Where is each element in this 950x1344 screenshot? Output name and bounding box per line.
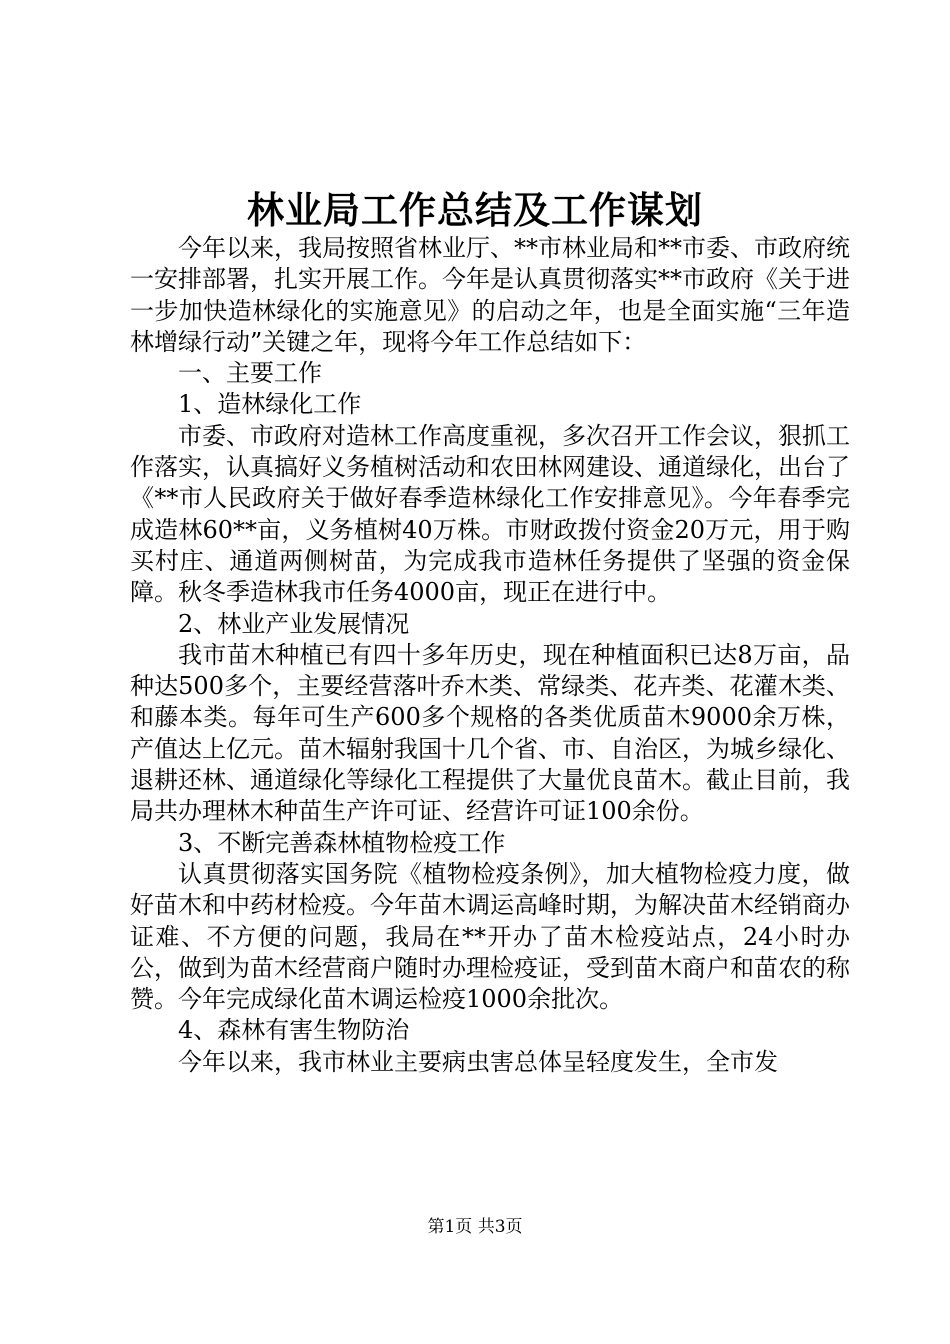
subheading-pest-control: 4、森林有害生物防治	[178, 1016, 410, 1045]
paragraph-plant-quarantine: 认真贯彻落实国务院《植物检疫条例》，加大植物检疫力度，做好苗木和中药材检疫。今年苗木调运高峰时期，为解决苗木经销商办证难、不方便的问题，我局在**开办了苗木检疫站点，24小时办公，做到为苗木经营商户随时办理检疫证，受到苗木商户和苗农的称赞。今年完成绿化苗木调运检疫1000余批次。	[130, 859, 850, 1014]
paragraph-forestry-industry: 我市苗木种植已有四十多年历史，现在种植面积已达8万亩，品种达500多个，主要经营落叶乔木类、常绿类、花卉类、花灌木类、和藤本类。每年可生产600多个规格的各类优质苗木9000余万株，产值达上亿元。苗木辐射我国十几个省、市、自治区，为城乡绿化、退耕还林、通道绿化等绿化工程提供了大量优良苗木。截止目前，我局共办理林木种苗生产许可证、经营许可证100余份。	[130, 640, 850, 826]
paragraph-pest-control: 今年以来，我市林业主要病虫害总体呈轻度发生，全市发	[178, 1047, 778, 1076]
section-heading-main-work: 一、主要工作	[178, 359, 322, 388]
subheading-forestry-industry: 2、林业产业发展情况	[178, 609, 410, 638]
subheading-afforestation: 1、造林绿化工作	[178, 390, 362, 419]
paragraph-afforestation: 市委、市政府对造林工作高度重视，多次召开工作会议，狠抓工作落实，认真搞好义务植树活动和农田林网建设、通道绿化，出台了《**市人民政府关于做好春季造林绿化工作安排意见》。今年春季完成造林60**亩，义务植树40万株。市财政拨付资金20万元，用于购买村庄、通道两侧树苗，为完成我市造林任务提供了坚强的资金保障。秋冬季造林我市任务4000亩，现正在进行中。	[130, 421, 850, 607]
page-footer: 第1页 共3页	[427, 1217, 523, 1237]
paragraph-intro: 今年以来，我局按照省林业厅、**市林业局和**市委、市政府统一安排部署，扎实开展工作。今年是认真贯彻落实**市政府《关于进一步加快造林绿化的实施意见》的启动之年，也是全面实施“三年造林增绿行动”关键之年，现将今年工作总结如下：	[130, 234, 850, 356]
subheading-plant-quarantine: 3、不断完善森林植物检疫工作	[178, 828, 506, 857]
document-body	[130, 233, 850, 1078]
document-title: 林业局工作总结及工作谋划	[247, 188, 703, 232]
